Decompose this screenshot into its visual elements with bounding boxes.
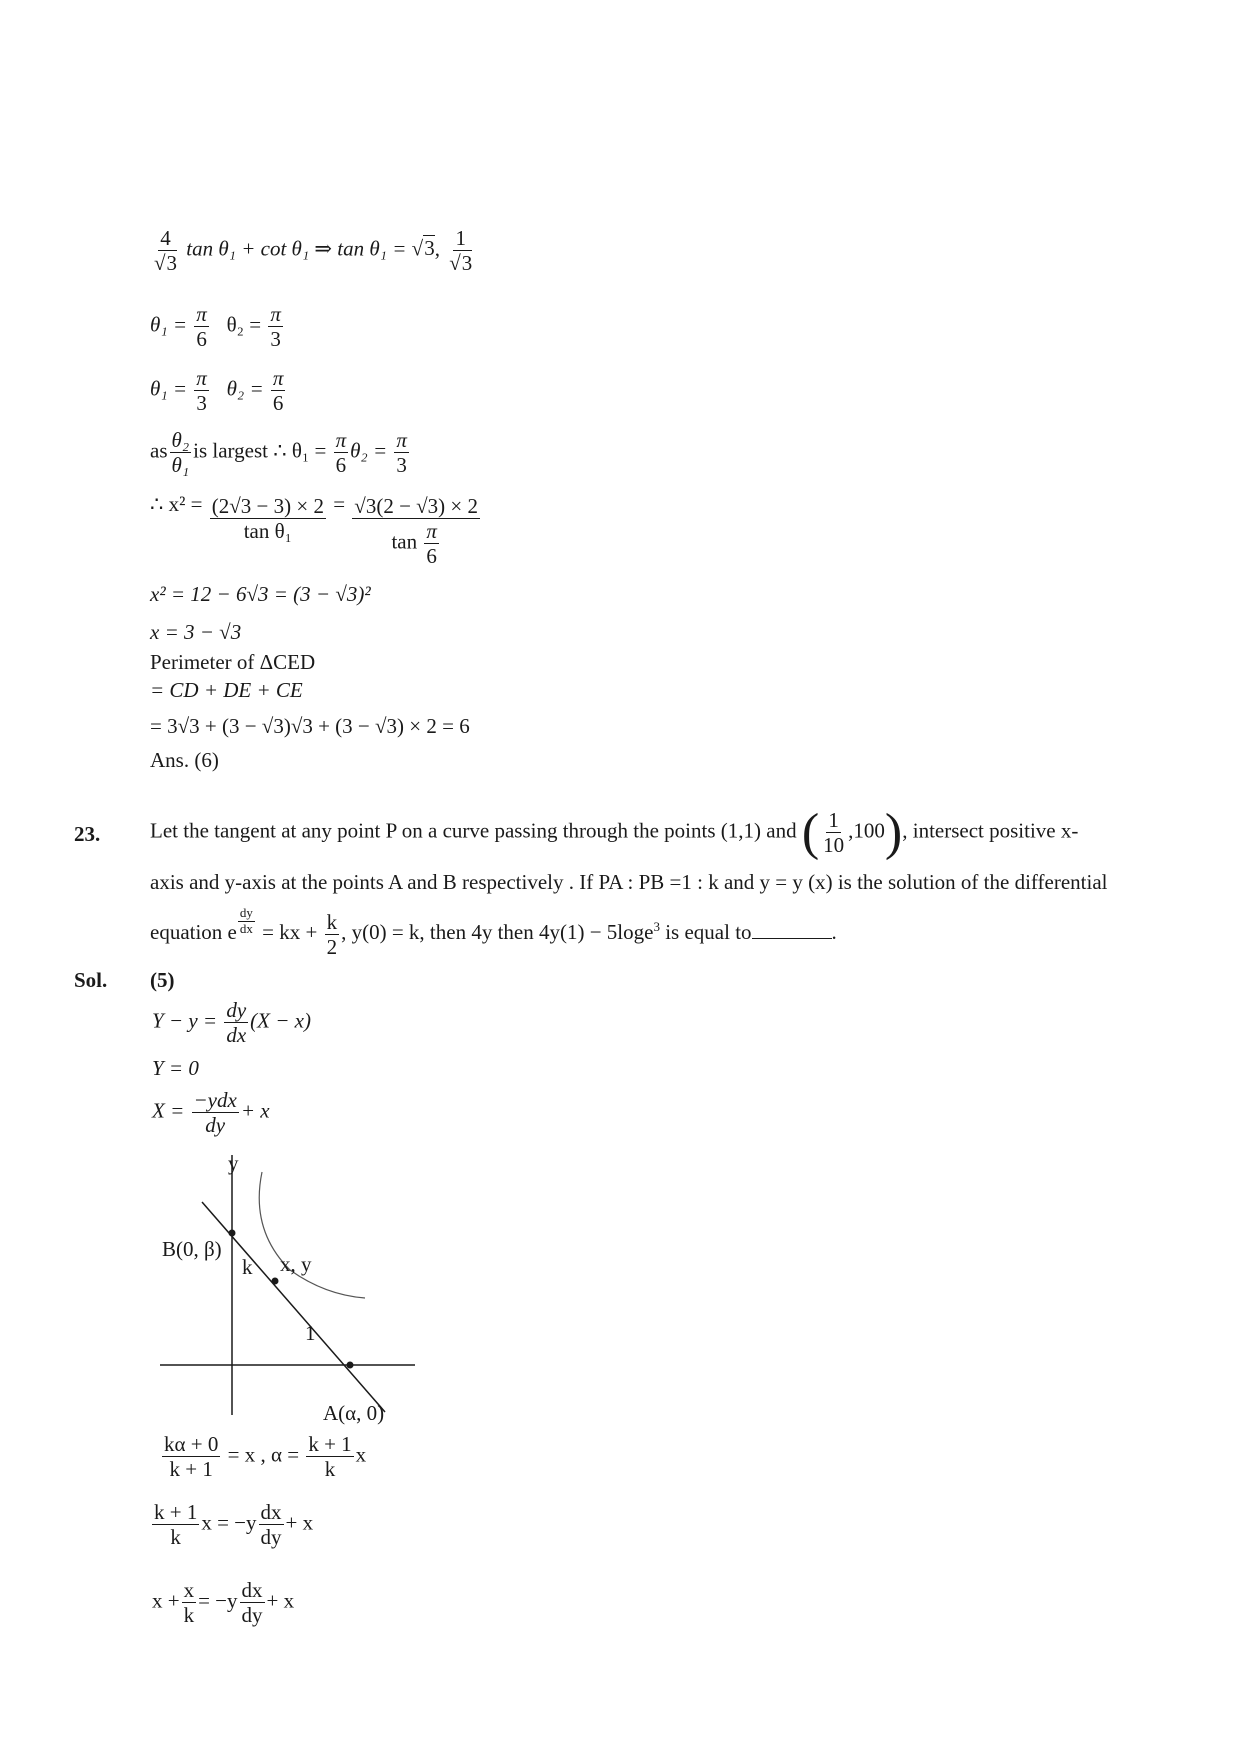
y-axis-label: y (228, 1151, 239, 1175)
tangent-diagram (140, 1150, 440, 1430)
sol22-eq10: = 3√3 + (3 − √3)√3 + (3 − √3) × 2 = 6 (150, 714, 470, 738)
question-number: 23. (74, 822, 101, 846)
sol23-eq4: $\frac{k\alpha + 0}{k + 1}$ = x , α = $\frac{k + 1}{k}$ x (164, 1432, 367, 1482)
point-b (229, 1230, 236, 1237)
sol23-eq3: X = $\frac{\text{−ydx}}{dy}$ + x (152, 1088, 270, 1138)
label-a: A(α, 0) (323, 1401, 385, 1425)
point-a (347, 1362, 354, 1369)
sol23-eq5: $\frac{k + 1}{k}$ x = −y $\frac{dx}{dy}$ + x (154, 1500, 314, 1550)
sol22-eq1: $\frac{4}{√3}$ tan θ₁ + cot θ₁ ⇒ tan θ₁ = √3, $\frac{1}{√3}$ (154, 226, 473, 276)
sol22-answer: Ans. (6) (150, 748, 219, 772)
label-1: 1 (305, 1321, 316, 1345)
sol23-eq6: x + $\frac{x}{k}$ = −y $\frac{dx}{dy}$ + x (152, 1578, 295, 1628)
label-p: x, y (280, 1252, 312, 1276)
sol23-answer: (5) (150, 968, 175, 992)
answer-blank (752, 917, 832, 939)
label-b: B(0, β) (162, 1237, 222, 1261)
sol22-eq9: = CD + DE + CE (150, 678, 303, 702)
label-k: k (242, 1255, 253, 1279)
sol-label: Sol. (74, 968, 108, 992)
sol23-eq1: Y − y = $\frac{dy}{dx}$ (X − x) (152, 998, 311, 1048)
question23-line1: Let the tangent at any point P on a curve passing through the points (1,1) and ( $\frac{1}{10}$ ,100), intersect positive x- (150, 803, 1079, 861)
sol22-eq3: θ₁ = $\frac{\pi}{3}$ θ₂ = $\frac{\pi}{6}$ (150, 366, 284, 416)
sol23-eq2: Y = 0 (152, 1056, 199, 1080)
question23-line3: equation e $\frac{dy}{dx}$ = kx + $\frac{k}{2}$ , y(0) = k, then 4y then 4y(1) − 5loge$^3$ is equal to . (150, 905, 837, 959)
sol22-eq7: x = 3 − √3 (150, 620, 242, 644)
sol22-eq4: as $\frac{\text{θ₂}}{\text{θ₁}}$ is largest ∴ θ₁ = $\frac{\pi}{6}$ θ₂ = $\frac{\pi}{3}$ (150, 428, 407, 478)
point-p (272, 1278, 279, 1285)
sol22-eq5: ∴ x² = $\frac{(2√3 - 3) \times 2}{\text{tan θ₁}}$ = √3(2 − √3) × 2 tan $\frac{\pi}{6}$ (150, 492, 479, 569)
sol22-eq6: x² = 12 − 6√3 = (3 − √3)² (150, 582, 371, 606)
sol22-eq8: Perimeter of ΔCED (150, 650, 316, 674)
sol22-eq2: θ₁ = $\frac{\pi}{6}$ θ₂ = $\frac{\pi}{3}$ (150, 302, 281, 352)
question23-line2: axis and y-axis at the points A and B respectively . If PA : PB =1 : k and y = y (x) is the solution of the differential (150, 870, 1108, 894)
